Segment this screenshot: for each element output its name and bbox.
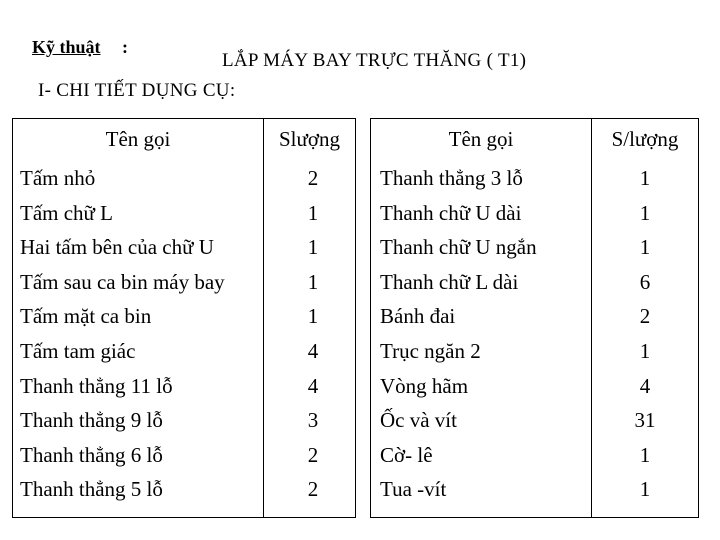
list-item: 4	[307, 338, 319, 363]
left-qty-header: Slượng	[278, 127, 340, 151]
list-item: Thanh thẳng 6 lỗ	[20, 442, 163, 467]
list-item: Tấm mặt ca bin	[20, 304, 152, 329]
list-item: Bánh đai	[380, 304, 456, 329]
left-name-list	[20, 161, 260, 507]
right-qty-header: S/lượng	[611, 127, 679, 151]
list-item: 3	[307, 408, 319, 433]
right-qty-list	[591, 161, 699, 507]
list-item: 2	[307, 442, 319, 467]
list-item: 1	[307, 235, 319, 260]
list-item: Tấm chữ L	[20, 200, 114, 225]
list-item: Thanh thẳng 9 lỗ	[20, 408, 163, 433]
list-item: Trục ngăn 2	[380, 338, 481, 363]
list-item: Thanh chữ L dài	[380, 269, 519, 294]
right-name-list	[380, 161, 590, 507]
list-item: 4	[307, 373, 319, 398]
list-item: Tua -vít	[380, 477, 447, 502]
list-item: 1	[639, 166, 651, 190]
list-item: Thanh chữ U ngắn	[380, 235, 537, 260]
list-item: 1	[307, 304, 319, 329]
list-item: Hai tấm bên của chữ U	[20, 235, 214, 260]
list-item: 1	[307, 200, 319, 225]
list-item: Thanh thẳng 5 lỗ	[20, 477, 163, 502]
right-name-header: Tên gọi	[448, 127, 514, 151]
list-item: 2	[307, 477, 319, 502]
list-item: 1	[639, 200, 651, 225]
list-item: 2	[307, 166, 319, 190]
list-item: Cờ- lê	[380, 442, 433, 467]
list-item: Vòng hãm	[380, 373, 469, 398]
list-item: Ốc và vít	[380, 408, 457, 433]
left-qty-list	[263, 161, 363, 507]
subject-colon: :	[122, 37, 128, 57]
section-title: I- CHI TIẾT DỤNG CỤ:	[38, 80, 236, 101]
list-item: 1	[639, 477, 651, 502]
subject-label: Kỹ thuật	[32, 37, 101, 57]
list-item: Tấm nhỏ	[20, 166, 96, 190]
list-item: 4	[639, 373, 651, 398]
list-item: 31	[634, 408, 656, 433]
list-item: 2	[639, 304, 651, 329]
list-item: Thanh chữ U dài	[380, 200, 522, 225]
list-item: 1	[307, 269, 319, 294]
list-item: Thanh thẳng 3 lỗ	[380, 166, 523, 190]
list-item: Tấm sau ca bin máy bay	[20, 269, 225, 294]
list-item: 1	[639, 442, 651, 467]
list-item: 1	[639, 338, 651, 363]
list-item: Tấm tam giác	[20, 338, 136, 363]
left-name-header: Tên gọi	[105, 127, 171, 151]
list-item: 6	[639, 269, 651, 294]
list-item: 1	[639, 235, 651, 260]
list-item: Thanh thẳng 11 lỗ	[20, 373, 173, 398]
lesson-title: LẮP MÁY BAY TRỰC THĂNG ( T1)	[222, 50, 527, 71]
